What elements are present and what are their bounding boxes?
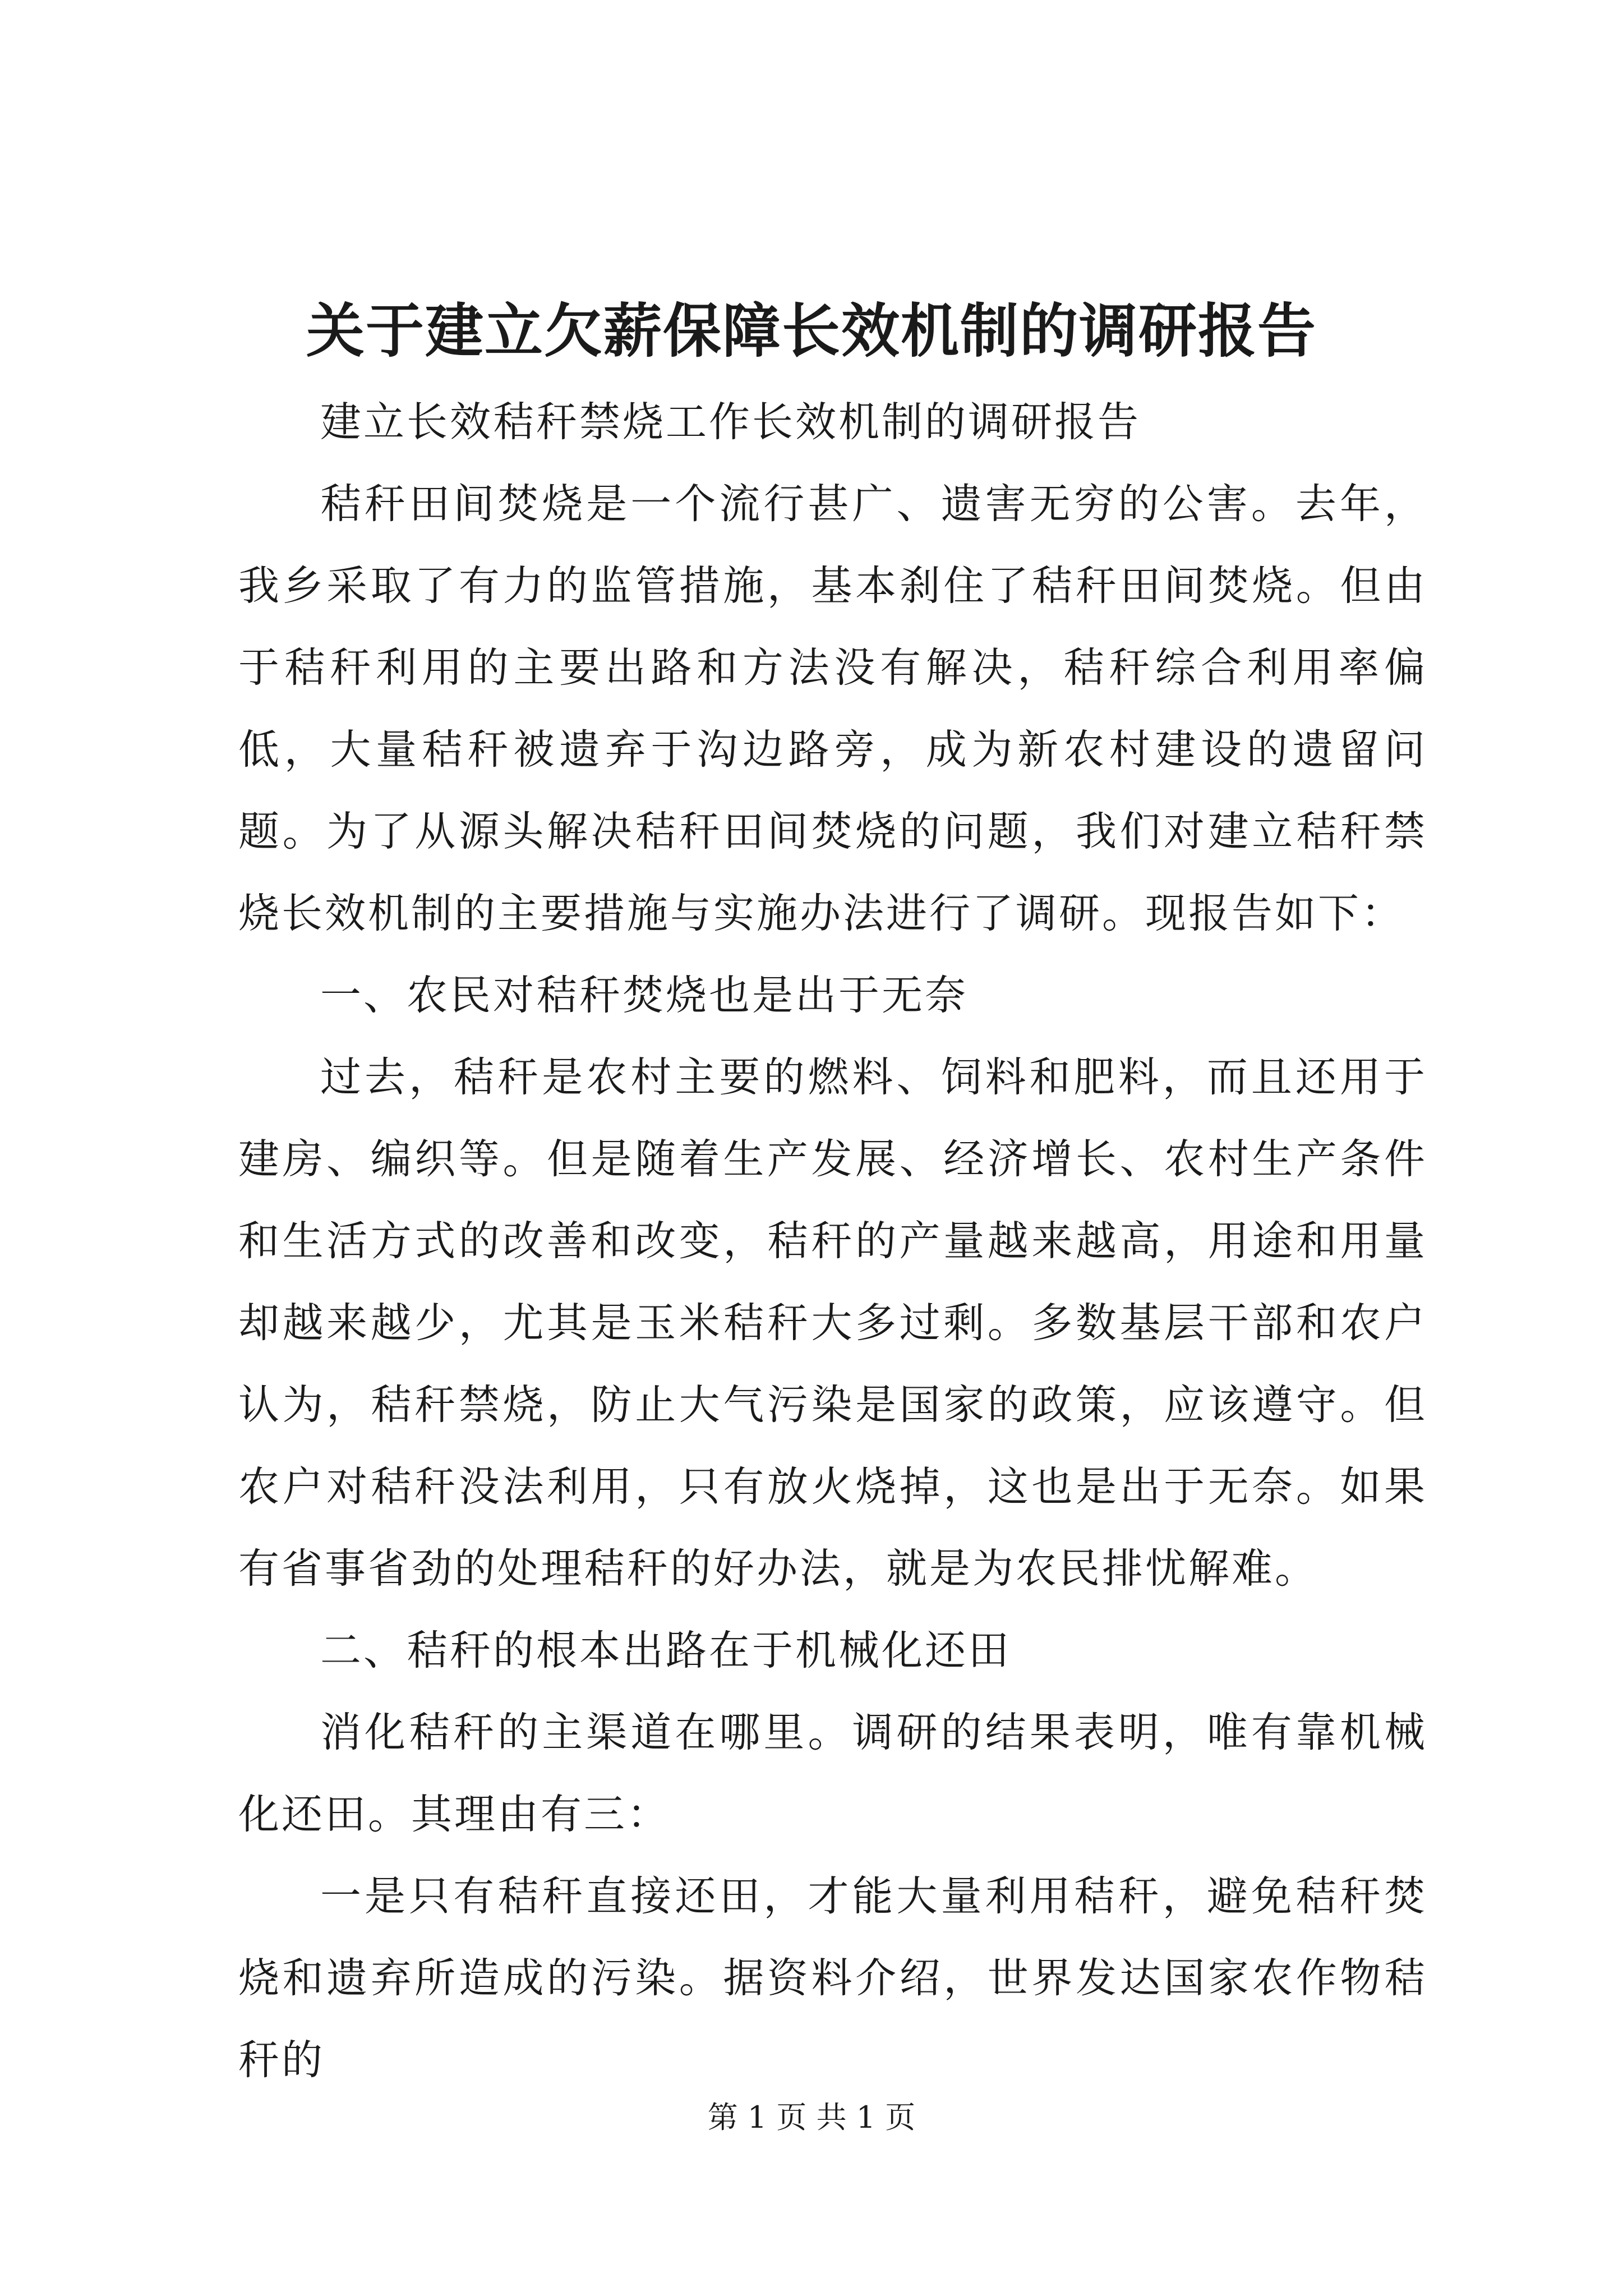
- intro-paragraph: 秸秆田间焚烧是一个流行甚广、遗害无穷的公害。去年，我乡采取了有力的监管措施，基本刹住了秸秆田间焚烧。但由于秸秆利用的主要出路和方法没有解决，秸秆综合利用率偏低，大量秸秆被遗弃于沟边路旁，成为新农村建设的遗留问题。为了从源头解决秸秆田间焚烧的问题，我们对建立秸秆禁烧长效机制的主要措施与实施办法进行了调研。现报告如下：: [238, 480, 1427, 937]
- section-2-paragraph: 消化秸秆的主渠道在哪里。调研的结果表明，唯有靠机械化还田。其理由有三：: [238, 1709, 1427, 1838]
- subtitle-paragraph: 建立长效秸秆禁烧工作长效机制的调研报告: [320, 398, 1141, 446]
- section-heading-1: 一、农民对秸秆焚烧也是出于无奈: [320, 972, 968, 1019]
- document-body: [238, 381, 1427, 2101]
- section-heading-2: 二、秸秆的根本出路在于机械化还田: [320, 1627, 1011, 1674]
- reason-1-paragraph: 一是只有秸秆直接还田，才能大量利用秸秆，避免秸秆焚烧和遗弃所造成的污染。据资料介绍，世界发达国家农作物秸秆的: [238, 1872, 1427, 2084]
- section-1-paragraph: 过去，秸秆是农村主要的燃料、饲料和肥料，而且还用于建房、编织等。但是随着生产发展、经济增长、农村生产条件和生活方式的改善和改变，秸秆的产量越来越高，用途和用量却越来越少，尤其是玉米秸秆大多过剩。多数基层干部和农户认为，秸秆禁烧，防止大气污染是国家的政策，应该遵守。但农户对秸秆没法利用，只有放火烧掉，这也是出于无奈。如果有省事省劲的处理秸秆的好办法，就是为农民排忧解难。: [238, 1053, 1427, 1593]
- page-footer: 第 1 页 共 1 页: [707, 2100, 916, 2135]
- document-title: 关于建立欠薪保障长效机制的调研报告: [306, 296, 1317, 365]
